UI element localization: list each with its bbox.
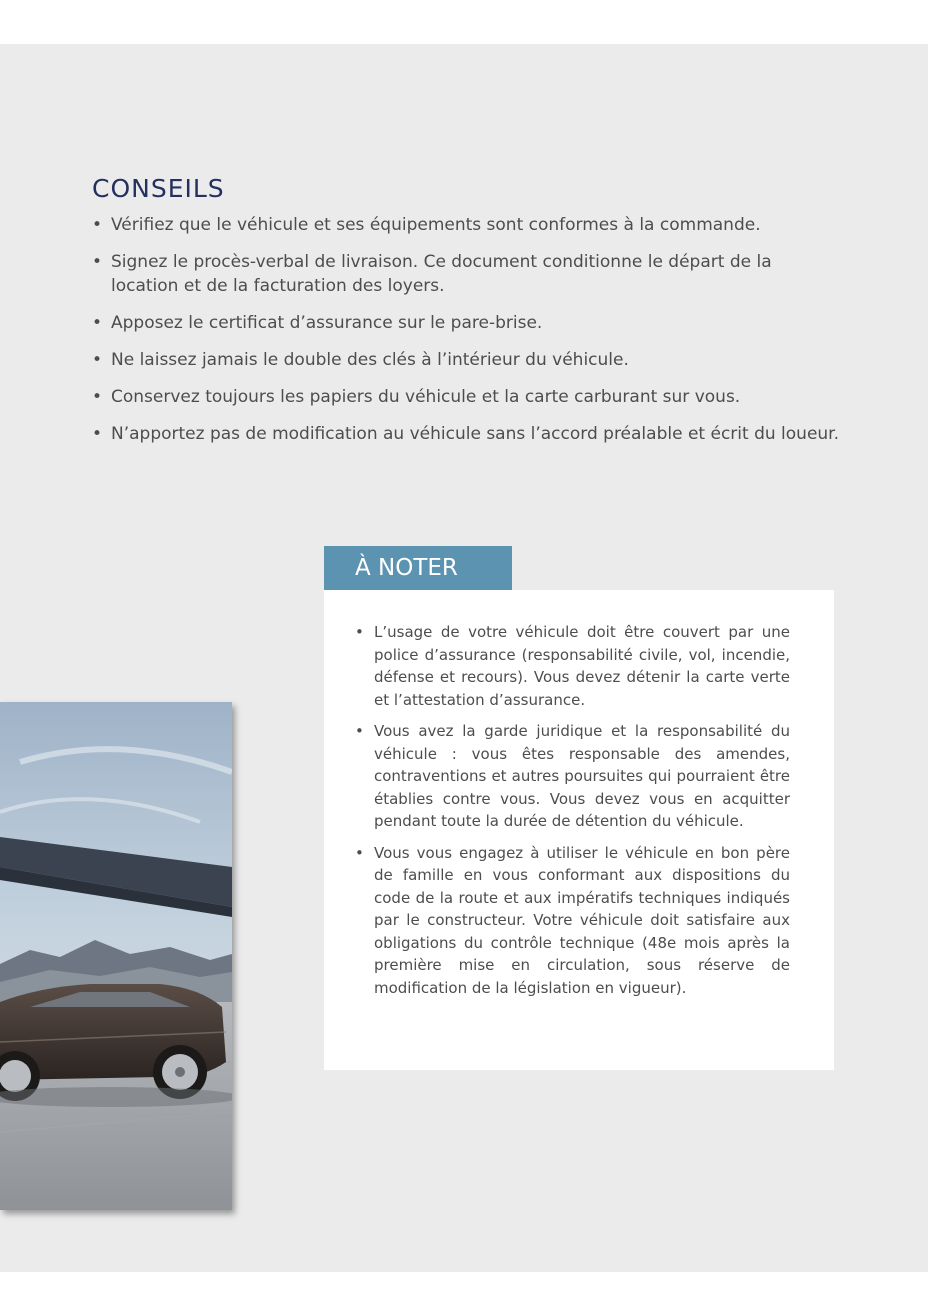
- list-item-text: Vous vous engagez à utiliser le véhicule en bon père de famille en vous conformant aux dispositions du code de la route et aux impératifs techniques indiqués par le constructeur. Votre véhicule doit satisfaire aux obligations du contrôle technique (48e mois après la première mise en circulation, sous réserve de modification de la législation en vigueur).: [374, 843, 790, 997]
- list-item-text: Apposez le certificat d’assurance sur le pare-brise.: [111, 313, 543, 333]
- conseils-section: [92, 174, 842, 459]
- list-item-text: Ne laissez jamais le double des clés à l’intérieur du véhicule.: [111, 350, 629, 370]
- list-item-text: Signez le procès-verbal de livraison. Ce document conditionne le départ de la location et de la facturation des loyers.: [111, 252, 772, 296]
- bullet-icon: •: [92, 215, 103, 235]
- document-page: [0, 44, 928, 1272]
- bullet-icon: •: [355, 722, 364, 740]
- list-item: [355, 621, 790, 711]
- bullet-icon: •: [92, 350, 103, 370]
- car-photo-illustration: [0, 702, 232, 1210]
- note-list: [355, 621, 790, 999]
- list-item-text: Conservez toujours les papiers du véhicule et la carte carburant sur vous.: [111, 387, 741, 407]
- list-item: [92, 422, 842, 446]
- conseils-heading: CONSEILS: [92, 174, 225, 203]
- note-heading-tab: À NOTER: [324, 546, 512, 590]
- car-photo: [0, 702, 232, 1210]
- conseils-list: [92, 213, 842, 446]
- list-item: [92, 213, 842, 237]
- bullet-icon: •: [355, 623, 364, 641]
- list-item-text: L’usage de votre véhicule doit être couvert par une police d’assurance (responsabilité civile, vol, incendie, défense et recours). Vous devez détenir la carte verte et l’attestation d’assurance.: [374, 623, 790, 709]
- bullet-icon: •: [92, 424, 103, 444]
- bullet-icon: •: [92, 387, 103, 407]
- list-item: [92, 311, 842, 335]
- list-item: [92, 348, 842, 372]
- list-item: [92, 385, 842, 409]
- list-item-text: Vous avez la garde juridique et la responsabilité du véhicule : vous êtes responsable des amendes, contraventions et autres poursuites qui pourraient être établies contre vous. Vous devez vous en acquitter pendant toute la durée de détention du véhicule.: [374, 722, 790, 830]
- bullet-icon: •: [92, 313, 103, 333]
- list-item: [92, 250, 842, 298]
- list-item: [355, 842, 790, 1000]
- bullet-icon: •: [355, 843, 364, 862]
- bullet-icon: •: [92, 252, 103, 272]
- list-item: [355, 720, 790, 833]
- list-item-text: N’apportez pas de modification au véhicule sans l’accord préalable et écrit du loueur.: [111, 424, 840, 444]
- note-box: [324, 590, 834, 1070]
- list-item-text: Vérifiez que le véhicule et ses équipements sont conformes à la commande.: [111, 215, 761, 235]
